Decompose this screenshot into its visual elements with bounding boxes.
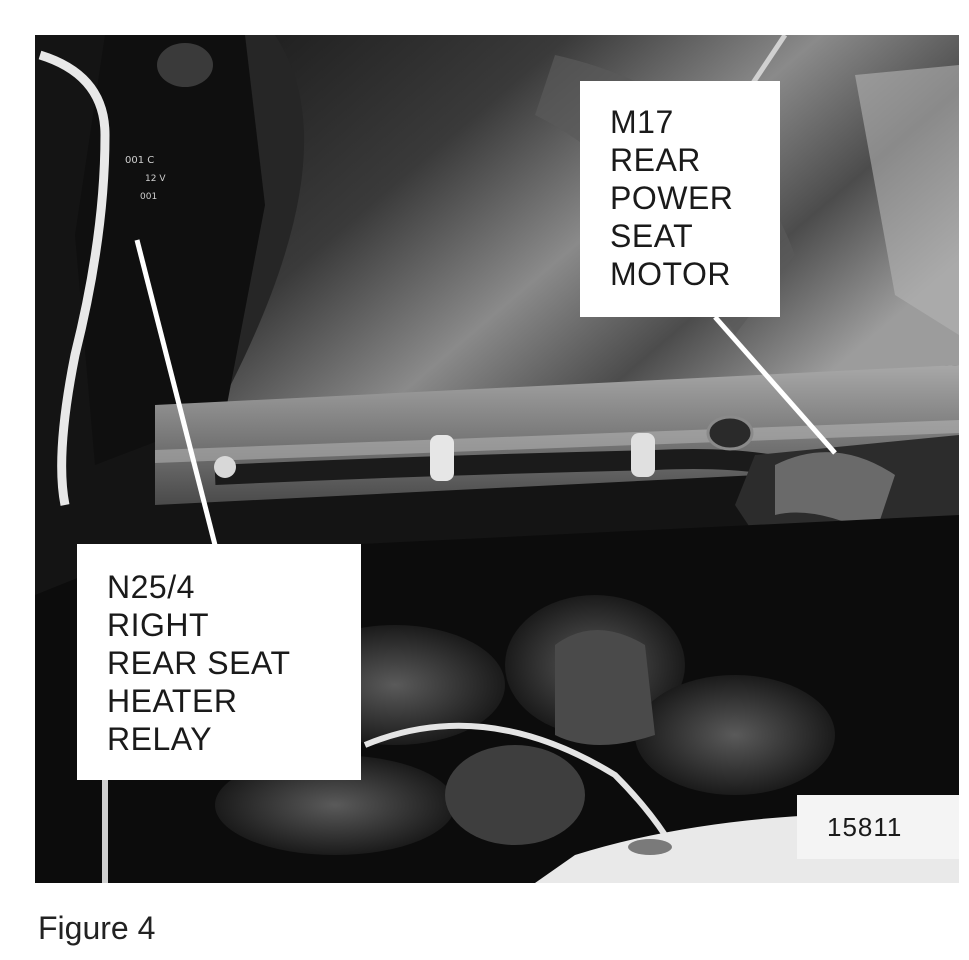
label-line: RELAY (107, 721, 213, 757)
label-line: SEAT (610, 218, 694, 254)
label-line: N25/4 (107, 569, 195, 605)
relay-mount-bolt (157, 43, 213, 87)
harness-clip-2 (631, 433, 655, 477)
relay-marking-1: 001 C (125, 155, 155, 166)
label-line: HEATER (107, 683, 238, 719)
label-right-rear-seat-heater-relay (77, 544, 361, 780)
label-line: REAR (610, 142, 701, 178)
photo-figure (35, 35, 959, 883)
label-line: M17 (610, 104, 674, 140)
label-line: REAR SEAT (107, 645, 291, 681)
harness-clip-1 (430, 435, 454, 481)
harness-clip-3 (214, 456, 236, 478)
insulation-blob-5 (445, 745, 585, 845)
track-bolt (708, 417, 752, 449)
relay-marking-2: 12 V (145, 174, 166, 184)
foam-piece (555, 630, 655, 745)
relay-marking-3: 001 (140, 192, 158, 202)
insulation-blob-3 (635, 675, 835, 795)
label-line: POWER (610, 180, 734, 216)
photo-reference-number: 15811 (797, 795, 959, 859)
label-line: RIGHT (107, 607, 210, 643)
figure-caption: Figure 4 (38, 910, 156, 946)
label-line: MOTOR (610, 256, 732, 292)
label-rear-power-seat-motor (580, 81, 780, 317)
trim-fastener (628, 839, 672, 855)
